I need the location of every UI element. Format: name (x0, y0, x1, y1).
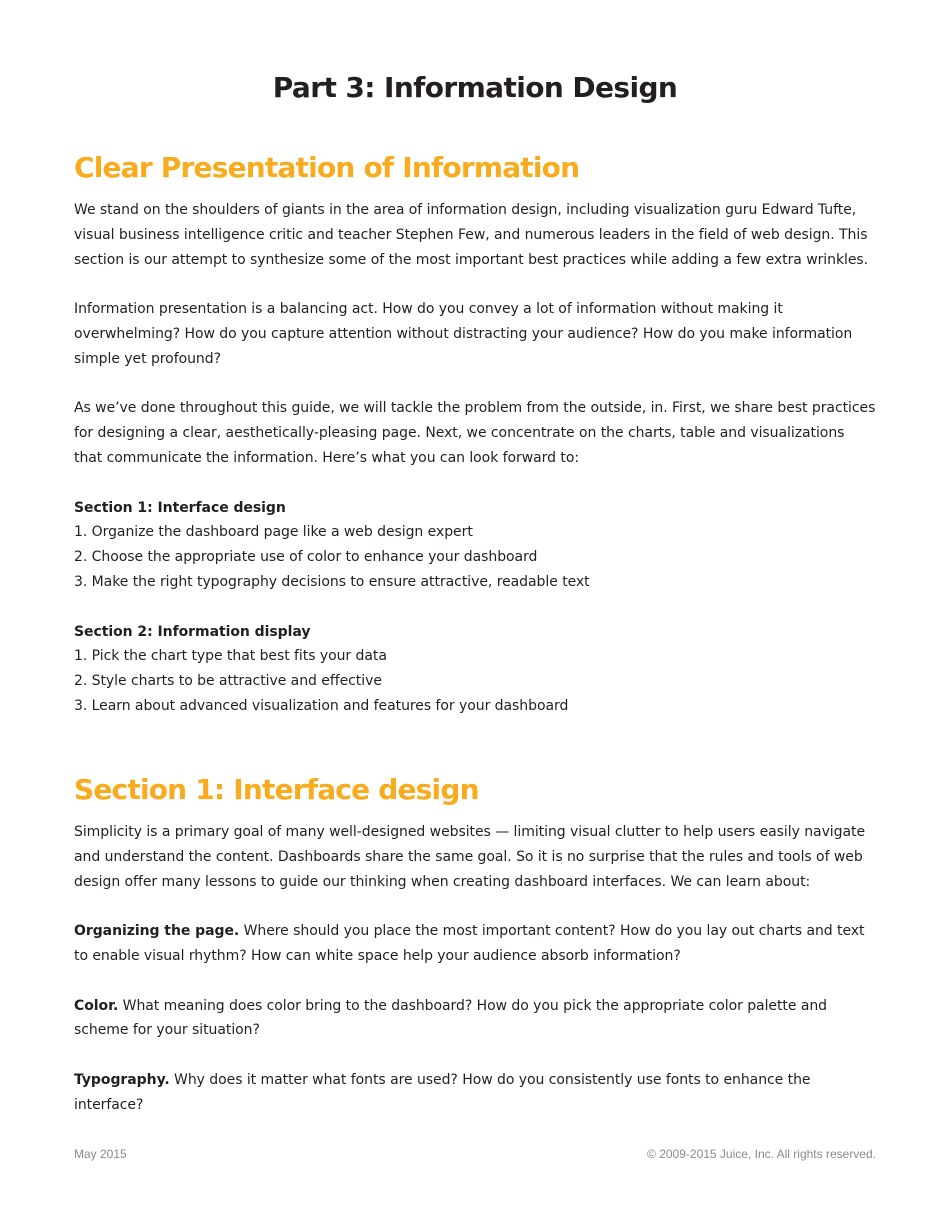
paragraph: We stand on the shoulders of giants in the area of information design, including visualization guru Edward Tufte, visual business intelligence critic and teacher Stephen Few, and numerous leaders in the field of web design. This section is our attempt to synthesize some of the most important best practices while adding a few extra wrinkles. (74, 202, 869, 268)
topic-lead: Typography. (74, 1071, 170, 1088)
list-item: 1. Pick the chart type that best fits your data (74, 648, 387, 665)
paragraph: Information presentation is a balancing act. How do you convey a lot of information without making it overwhelming? How do you capture attention without distracting your audience? How do you make information simple yet profound? (74, 301, 853, 367)
section1-body (74, 820, 876, 1118)
page-title: Part 3: Information Design (272, 71, 678, 104)
list-item: 1. Organize the dashboard page like a web design expert (74, 524, 473, 541)
list-title: Section 1: Interface design (74, 499, 286, 516)
list-item: 3. Make the right typography decisions to ensure attractive, readable text (74, 573, 590, 590)
topic-text: Why does it matter what fonts are used? How do you consistently use fonts to enhance the interface? (74, 1071, 811, 1113)
list-item: 2. Style charts to be attractive and effective (74, 673, 382, 690)
section-heading-interface-design: Section 1: Interface design (74, 773, 479, 806)
footer-copyright: © 2009-2015 Juice, Inc. All rights reserved. (647, 1147, 876, 1161)
topic-lead: Organizing the page. (74, 923, 240, 940)
topic-text: Where should you place the most important content? How do you lay out charts and text to enable visual rhythm? How can white space help your audience absorb information? (74, 923, 865, 964)
topic-text: What meaning does color bring to the dashboard? How do you pick the appropriate color palette and scheme for your situation? (74, 997, 828, 1039)
paragraph: As we’ve done throughout this guide, we will tackle the problem from the outside, in. First, we share best practices for designing a clear, aesthetically-pleasing page. Next, we concentrate on the charts, table and visualizations that communicate the information. Here’s what you can look forward to: (74, 400, 876, 466)
footer-date: May 2015 (74, 1147, 127, 1161)
topic-color (74, 994, 876, 1044)
topic-lead: Color. (74, 997, 119, 1014)
list-information-display (74, 620, 876, 719)
list-item: 2. Choose the appropriate use of color to enhance your dashboard (74, 549, 538, 566)
list-item: 3. Learn about advanced visualization and features for your dashboard (74, 697, 569, 714)
paragraph: Simplicity is a primary goal of many well-designed websites — limiting visual clutter to help users easily navigate and understand the content. Dashboards share the same goal. So it is no surprise that the rules and tools of web design offer many lessons to guide our thinking when creating dashboard interfaces. We can learn about: (74, 824, 866, 890)
section-heading-clear-presentation: Clear Presentation of Information (74, 151, 580, 184)
list-title: Section 2: Information display (74, 623, 311, 640)
topic-organizing-the-page (74, 919, 876, 969)
list-interface-design (74, 496, 876, 595)
intro-body (74, 198, 876, 719)
topic-typography (74, 1068, 876, 1118)
